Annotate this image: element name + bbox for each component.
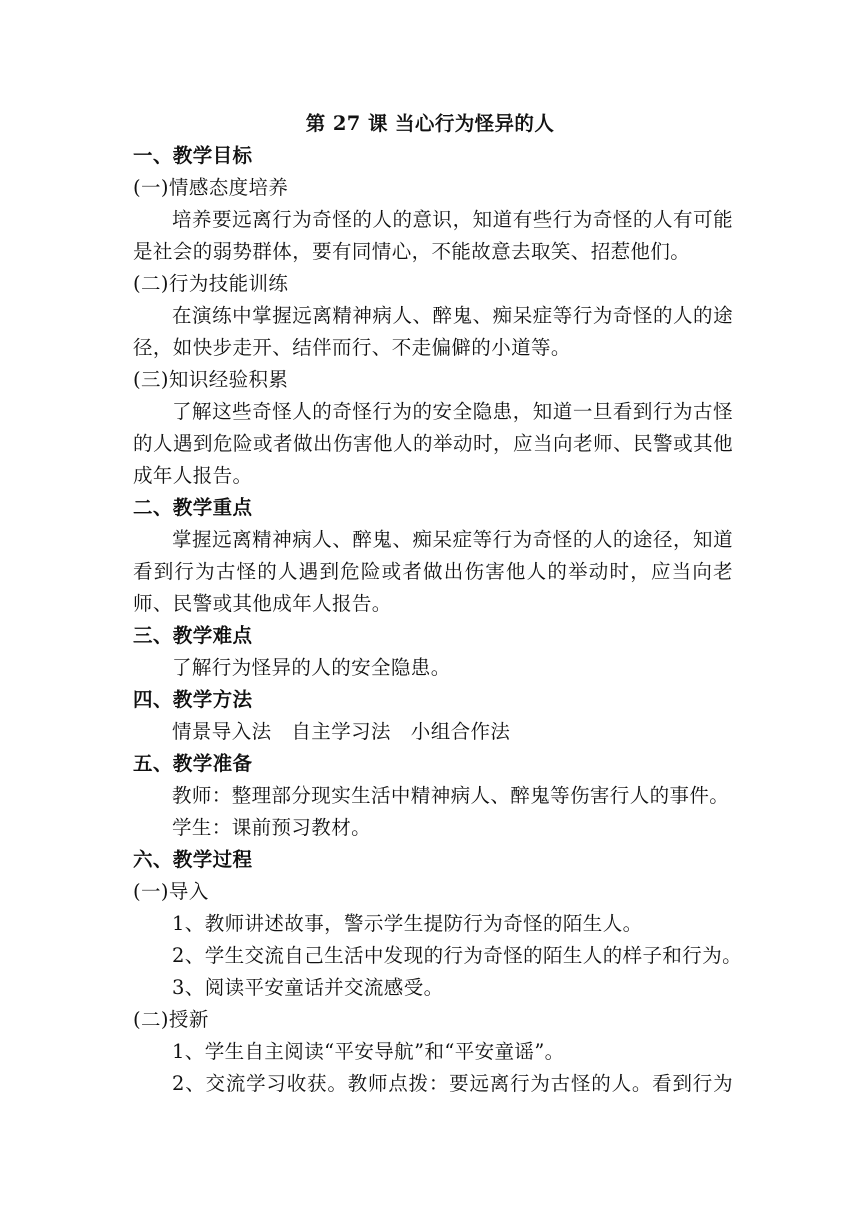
heading-process: 六、教学过程: [133, 848, 253, 871]
paragraph-line: 2、学生交流自己生活中发现的行为奇怪的陌生人的样子和行为。: [172, 944, 743, 967]
paragraph-line: 1、教师讲述故事，警示学生提防行为奇怪的陌生人。: [172, 912, 643, 935]
paragraph-line: 的人遇到危险或者做出伤害他人的举动时，应当向老师、民警或其他: [133, 432, 733, 455]
heading-key-points: 二、教学重点: [133, 496, 253, 519]
heading-methods: 四、教学方法: [133, 688, 253, 711]
paragraph-line: 在演练中掌握远离精神病人、醉鬼、痴呆症等行为奇怪的人的途: [172, 304, 733, 327]
paragraph-line: 教师：整理部分现实生活中精神病人、醉鬼等伤害行人的事件。: [172, 784, 730, 807]
paragraph-line: 师、民警或其他成年人报告。: [133, 592, 392, 615]
heading-difficulties: 三、教学难点: [133, 624, 253, 647]
heading-preparation: 五、教学准备: [133, 752, 253, 775]
subheading-knowledge: (三)知识经验积累: [133, 368, 289, 391]
paragraph-line: 径，如快步走开、结伴而行、不走偏僻的小道等。: [133, 336, 571, 359]
paragraph-line: 情景导入法 自主学习法 小组合作法: [172, 720, 511, 743]
paragraph-line: 是社会的弱势群体，要有同情心，不能故意去取笑、招惹他们。: [133, 240, 691, 263]
paragraph-line: 了解行为怪异的人的安全隐患。: [172, 656, 451, 679]
subheading-emotion: (一)情感态度培养: [133, 176, 289, 199]
heading-objectives: 一、教学目标: [133, 144, 253, 167]
subheading-intro: (一)导入: [133, 880, 209, 903]
paragraph-line: 3、阅读平安童话并交流感受。: [172, 976, 444, 999]
paragraph-line: 成年人报告。: [133, 464, 253, 487]
paragraph-line: 学生：课前预习教材。: [172, 816, 372, 839]
paragraph-line: 2、交流学习收获。教师点拨：要远离行为古怪的人。看到行为: [172, 1072, 733, 1095]
paragraph-line: 掌握远离精神病人、醉鬼、痴呆症等行为奇怪的人的途径，知道: [172, 528, 733, 551]
lesson-title: 第 27 课 当心行为怪异的人: [305, 112, 555, 135]
paragraph-line: 了解这些奇怪人的奇怪行为的安全隐患，知道一旦看到行为古怪: [172, 400, 733, 423]
paragraph-line: 培养要远离行为奇怪的人的意识，知道有些行为奇怪的人有可能: [172, 208, 733, 231]
paragraph-line: 1、学生自主阅读“平安导航”和“平安童谣”。: [172, 1040, 565, 1063]
subheading-skills: (二)行为技能训练: [133, 272, 289, 295]
paragraph-line: 看到行为古怪的人遇到危险或者做出伤害他人的举动时，应当向老: [133, 560, 733, 583]
subheading-new-lesson: (二)授新: [133, 1008, 209, 1031]
